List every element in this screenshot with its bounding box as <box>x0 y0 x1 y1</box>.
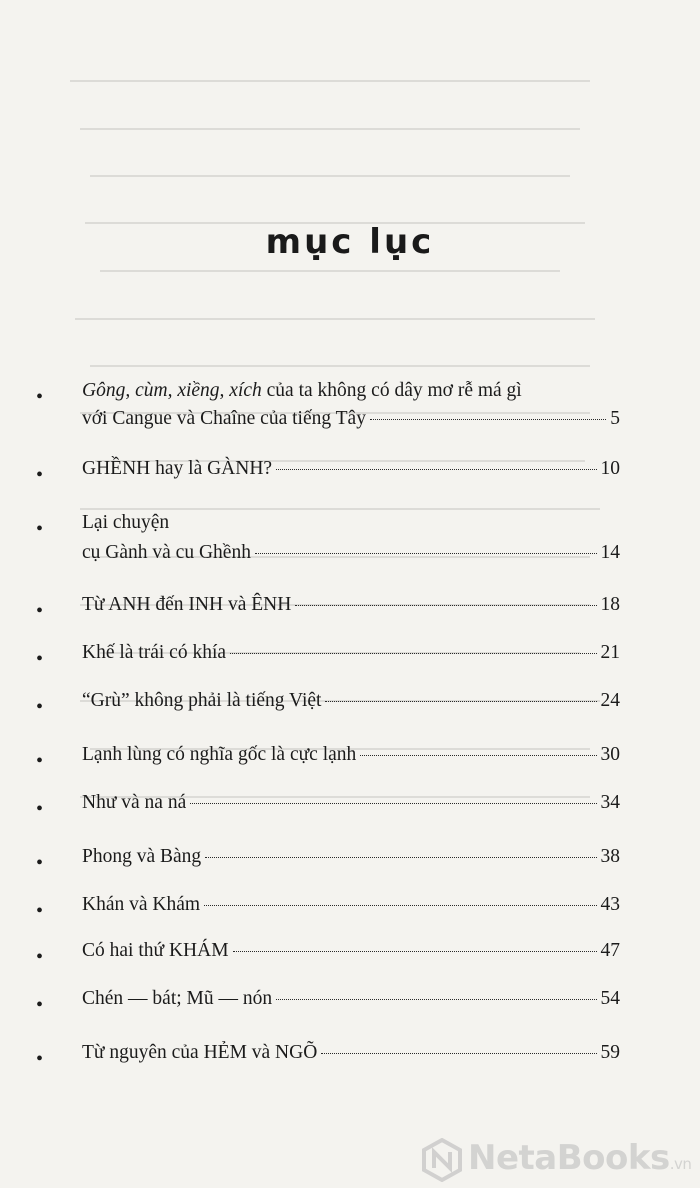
dot-leader <box>276 469 596 470</box>
toc-entry-page: 43 <box>600 894 620 915</box>
dot-leader <box>325 701 596 702</box>
dot-leader <box>360 755 596 756</box>
bullet-icon: • <box>36 946 44 968</box>
toc-entry[interactable] <box>36 792 620 822</box>
toc-entry-page: 14 <box>600 542 620 563</box>
netabooks-watermark <box>418 1136 700 1186</box>
toc-entry-page: 24 <box>600 690 620 711</box>
toc-entry[interactable] <box>36 458 620 488</box>
toc-entry[interactable] <box>36 940 620 970</box>
bullet-icon: • <box>36 852 44 874</box>
toc-entry-page: 34 <box>600 792 620 813</box>
toc-entry-title-italic: Gông, cùm, xiềng, xích <box>82 380 262 401</box>
toc-entry-row <box>82 792 620 814</box>
toc-entry-row <box>82 1042 620 1064</box>
bullet-icon: • <box>36 994 44 1016</box>
toc-entry[interactable] <box>36 690 620 720</box>
bullet-icon: • <box>36 696 44 718</box>
bullet-icon: • <box>36 900 44 922</box>
toc-entry-page: 5 <box>610 408 620 429</box>
bullet-icon: • <box>36 1048 44 1070</box>
toc-entry-page: 54 <box>600 988 620 1009</box>
toc-entry-title: Phong và Bàng <box>82 846 202 867</box>
toc-entry-page: 21 <box>600 642 620 663</box>
bullet-icon: • <box>36 386 44 408</box>
toc-entry-row <box>82 542 620 564</box>
toc-entry-row <box>82 594 620 616</box>
toc-entry-title: Có hai thứ KHÁM <box>82 940 229 961</box>
dot-leader <box>205 857 596 858</box>
toc-entry-title: Từ ANH đến INH và ÊNH <box>82 594 292 615</box>
toc-entry-title-rest: của ta không có dây mơ rễ má gì <box>261 380 522 401</box>
toc-entry-title: Khế là trái có khía <box>82 642 227 663</box>
dot-leader <box>190 803 596 804</box>
toc-entry-row <box>82 846 620 868</box>
toc-entry-title-line1: Lại chuyện <box>82 512 170 533</box>
toc-entry-title: Khán và Khám <box>82 894 201 915</box>
toc-entry-title: Từ nguyên của HẺM và NGÕ <box>82 1042 318 1063</box>
toc-entry-title: GHỀNH hay là GÀNH? <box>82 458 273 479</box>
toc-entry-page: 10 <box>600 458 620 479</box>
toc-entry-title: Chén — bát; Mũ — nón <box>82 988 273 1009</box>
bullet-icon: • <box>36 798 44 820</box>
toc-entry[interactable] <box>36 988 620 1018</box>
toc-entry[interactable] <box>36 1042 620 1072</box>
toc-entry[interactable] <box>36 642 620 672</box>
bullet-icon: • <box>36 750 44 772</box>
page-title: mục lục <box>265 222 435 262</box>
toc-entry[interactable] <box>36 380 620 450</box>
toc-entry-row <box>82 458 620 480</box>
bullet-icon: • <box>36 464 44 486</box>
toc-entry-row <box>82 744 620 766</box>
toc-entry-page: 47 <box>600 940 620 961</box>
dot-leader <box>370 419 606 420</box>
watermark-suffix: .vn <box>669 1155 692 1173</box>
dot-leader <box>255 553 597 554</box>
toc-entry[interactable] <box>36 512 620 572</box>
toc-entry-page: 59 <box>600 1042 620 1063</box>
toc-entry-title: “Grù” không phải là tiếng Việt <box>82 690 322 711</box>
toc-entry-row <box>82 690 620 712</box>
bullet-icon: • <box>36 600 44 622</box>
watermark-text <box>468 1138 691 1178</box>
toc-entry-page: 38 <box>600 846 620 867</box>
dot-leader <box>204 905 596 906</box>
dot-leader <box>233 951 597 952</box>
toc-entry[interactable] <box>36 894 620 924</box>
toc-entry-title-line2: cụ Gành và cu Ghềnh <box>82 542 251 563</box>
toc-entry[interactable] <box>36 594 620 624</box>
toc-entry-title-line1 <box>82 380 522 402</box>
toc-entry[interactable] <box>36 846 620 876</box>
toc-entry-row <box>82 642 620 664</box>
dot-leader <box>230 653 596 654</box>
netabooks-logo-icon <box>420 1138 464 1182</box>
toc-entry-title-line2: với Cangue và Chaîne của tiếng Tây <box>82 408 366 429</box>
watermark-brand: NetaBooks <box>468 1138 670 1178</box>
toc-entry-row <box>82 988 620 1010</box>
toc-entry[interactable] <box>36 744 620 774</box>
toc-entry-title: Lạnh lùng có nghĩa gốc là cực lạnh <box>82 744 357 765</box>
toc-entry-row <box>82 408 620 430</box>
dot-leader <box>276 999 596 1000</box>
dot-leader <box>295 605 596 606</box>
toc-entry-row <box>82 940 620 962</box>
dot-leader <box>321 1053 596 1054</box>
bullet-icon: • <box>36 518 44 540</box>
bullet-icon: • <box>36 648 44 670</box>
toc-entry-row <box>82 894 620 916</box>
toc-entry-page: 30 <box>600 744 620 765</box>
toc-entry-title: Như và na ná <box>82 792 187 813</box>
toc-entry-page: 18 <box>600 594 620 615</box>
